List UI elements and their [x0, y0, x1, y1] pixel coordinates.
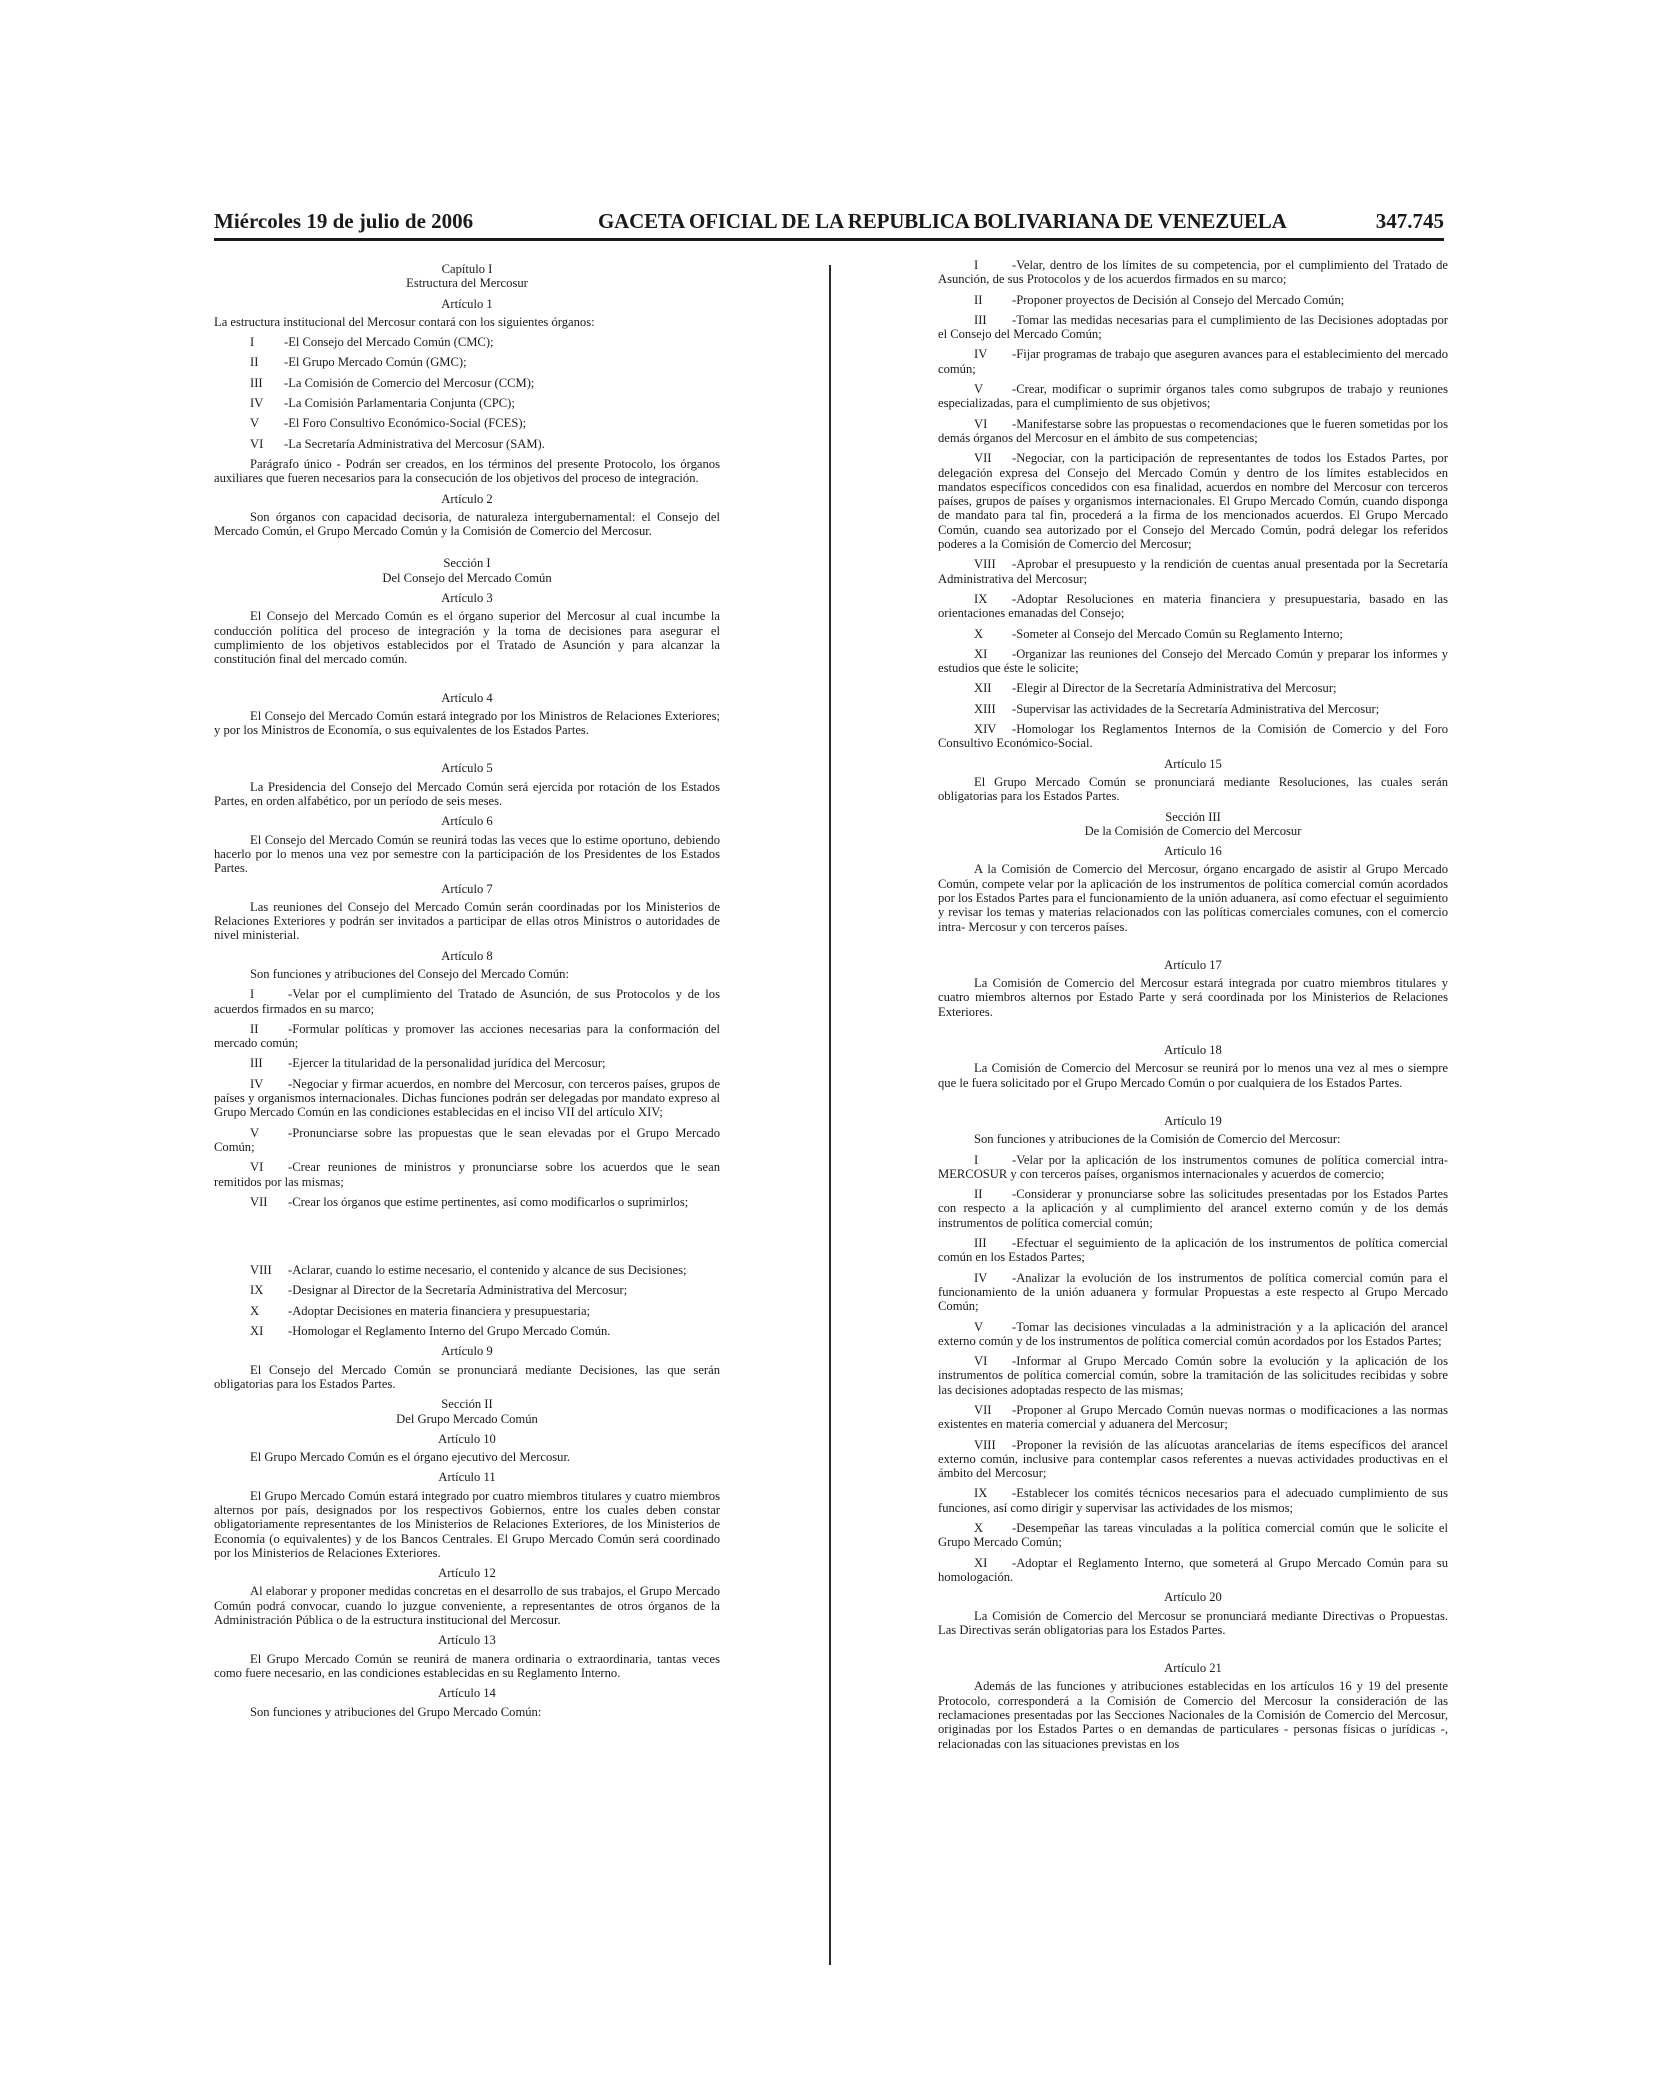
list-item-text: -Velar por la aplicación de los instrumentos comunes de política comercial intra-MERCOSUR y con terceros países, organismos internacionales y acuerdos de comercio; [938, 1152, 1448, 1181]
article-text: La estructura institucional del Mercosur contará con los siguientes órganos: [214, 314, 595, 329]
list-item-text: -El Consejo del Mercado Común (CMC); [284, 335, 494, 350]
list-item [938, 647, 1448, 676]
list-item-number: IV [250, 1076, 264, 1091]
list-item [214, 335, 720, 349]
list-item [214, 396, 720, 410]
article-heading: Artículo 19 [1164, 1113, 1222, 1128]
list-item-number: VIII [250, 1263, 272, 1278]
list-item-text: -Tomar las medidas necesarias para el cumplimiento de las Decisiones adoptadas por el Consejo del Mercado Común; [938, 312, 1448, 342]
list-item-text: -Proponer la revisión de las alícuotas arancelarias de ítems específicos del arancel externo común, inclusive para contemplar casos referentes a nuevas actividades productivas en el ámbito del Mercosur; [938, 1437, 1448, 1481]
list-item-text: -Aprobar el presupuesto y la rendición de cuentas anual presentada por la Secretaría Administrativa del Mercosur; [938, 557, 1448, 586]
header-date: Miércoles 19 de julio de 2006 [214, 209, 474, 233]
article-heading: Artículo 2 [441, 491, 493, 506]
list-item-text: -Velar, dentro de los límites de su competencia, por el cumplimiento del Tratado de Asunción, de sus Protocolos y de los acuerdos firmados en su marco; [938, 258, 1448, 287]
list-item [214, 1022, 720, 1051]
list-item-number: V [974, 382, 984, 397]
article-heading: Artículo 14 [438, 1686, 496, 1701]
list-item-text: -Negociar, con la participación de representantes de todos los Estados Partes, por delegación expresa del Consejo del Mercado Común y dentro de los límites establecidos en mandatos específicos concedidos con esa finalidad, acuerdos en nombre del Mercosur con terceros países, grupos de países y organismos internacionales. El Grupo Mercado Común, cuando disponga de mandato para tal fin, procederá a la firma de los mencionados acuerdos. El Grupo Mercado Común, cuando sea autorizado por el Consejo del Mercado Común, podrá delegar los referidos poderes a la Comisión de Comercio del Mercosur; [938, 451, 1448, 552]
list-item-number: III [974, 1236, 987, 1251]
list-item-text: -Proponer proyectos de Decisión al Consejo del Mercado Común; [1012, 292, 1345, 307]
list-item-number: IV [974, 1270, 988, 1285]
list-item [938, 1403, 1448, 1432]
article-heading: Artículo 10 [438, 1431, 496, 1446]
article-heading: Artículo 17 [1164, 957, 1222, 972]
header-page-number: 347.745 [1375, 209, 1444, 233]
article-heading: Artículo 4 [441, 690, 493, 705]
list-item-text: -Establecer los comités técnicos necesarios para el adecuado cumplimiento de sus funciones, así como dirigir y supervisar las actividades de los mismos; [938, 1486, 1448, 1515]
article-text: Las reuniones del Consejo del Mercado Común serán coordinadas por los Ministerios de Relaciones Exteriores y podrán ser invitados a participar de ellas otros Ministros o autoridades de nivel ministerial. [214, 899, 720, 943]
list-item-text: -Manifestarse sobre las propuestas o recomendaciones que le fueren sometidas por los demás órganos del Mercosur en el ámbito de sus competencias; [938, 416, 1448, 445]
list-item-number: I [250, 987, 255, 1002]
list-item-number: XI [974, 1555, 988, 1570]
list-item [214, 1263, 720, 1277]
list-item-number: VII [250, 1194, 268, 1209]
article-heading: Artículo 8 [441, 948, 493, 963]
list-item-number: III [250, 1056, 263, 1071]
left-column [214, 262, 720, 1725]
list-item [938, 592, 1448, 621]
list-item-text: -Someter al Consejo del Mercado Común su Reglamento Interno; [1012, 626, 1343, 641]
list-item-text: -Designar al Director de la Secretaría Administrativa del Mercosur; [288, 1283, 628, 1298]
list-item-text: -Velar por el cumplimiento del Tratado de Asunción, de sus Protocolos y de los acuerdos firmados en su marco; [214, 987, 720, 1016]
list-item [938, 681, 1448, 695]
list-item-number: VII [974, 1403, 992, 1417]
list-item-text: -El Grupo Mercado Común (GMC); [284, 355, 467, 370]
article-text: El Consejo del Mercado Común estará integrado por los Ministros de Relaciones Exteriores; y por los Ministros de Economía, o sus equivalentes de los Estados Partes. [214, 708, 720, 738]
article-text: El Grupo Mercado Común se pronunciará mediante Resoluciones, las cuales serán obligatorias para los Estados Partes. [938, 774, 1448, 804]
list-item-text: -Formular políticas y promover las acciones necesarias para la conformación del mercado común; [214, 1021, 720, 1051]
list-item-number: IX [974, 1486, 988, 1501]
list-item [938, 627, 1448, 641]
list-item [938, 1236, 1448, 1265]
list-item-text: -Proponer al Grupo Mercado Común nuevas normas o modificaciones a las normas existentes en materia comercial y aduanera del Mercosur; [938, 1403, 1448, 1432]
list-item [214, 1304, 720, 1318]
list-item-number: X [250, 1303, 260, 1318]
section-title: Sección II [441, 1397, 493, 1412]
list-item-text: -Pronunciarse sobre las propuestas que le sean elevadas por el Grupo Mercado Común; [214, 1125, 720, 1154]
article-text: La Comisión de Comercio del Mercosur se reunirá por lo menos una vez al mes o siempre que le fuera solicitado por el Grupo Mercado Común o por cualquiera de los Estados Partes. [938, 1061, 1448, 1090]
list-item-text: -Crear los órganos que estime pertinentes, así como modificarlos o suprimirlos; [288, 1194, 689, 1209]
article-heading: Artículo 3 [441, 591, 493, 606]
list-item-text: -Adoptar el Reglamento Interno, que someterá al Grupo Mercado Común para su homologación. [938, 1555, 1448, 1584]
list-item-number: I [250, 335, 255, 350]
list-item-number: VIII [974, 1437, 996, 1452]
right-column [938, 258, 1448, 1757]
list-item-text: -Crear reuniones de ministros y pronunciarse sobre los acuerdos que le sean remitidos por las mismas; [214, 1160, 720, 1189]
column-divider [829, 265, 831, 1965]
article-text: El Consejo del Mercado Común se reunirá todas las veces que lo estime oportuno, debiendo hacerlo por lo menos una vez por semestre con la participación de los Presidentes de los Estados Partes. [214, 832, 720, 876]
list-item-text: -Adoptar Resoluciones en materia financiera y presupuestaria, basado en las orientaciones emanadas del Consejo; [938, 591, 1448, 621]
article-heading: Artículo 21 [1164, 1661, 1222, 1676]
chapter-subtitle: Estructura del Mercosur [406, 276, 528, 291]
list-item-number: II [250, 1021, 259, 1036]
list-item [938, 1354, 1448, 1397]
list-item-number: V [974, 1319, 984, 1334]
article-text: Son funciones y atribuciones de la Comisión de Comercio del Mercosur: [974, 1132, 1341, 1147]
list-item-number: IX [974, 591, 988, 606]
list-item [938, 347, 1448, 376]
article-heading: Artículo 20 [1164, 1590, 1222, 1605]
article-text: El Grupo Mercado Común estará integrado por cuatro miembros titulares y cuatro miembros alternos por país, designados por los respectivos Gobiernos, entre los cuales deben constar obligatoriamente representantes de los Ministerios de Relaciones Exteriores, de los Ministerios de Economía (o equivalentes) y de los Bancos Centrales. El Grupo Mercado Común será coordinado por los Ministerios de Relaciones Exteriores. [214, 1488, 720, 1560]
list-item-number: IV [974, 347, 988, 362]
list-item-text: -Informar al Grupo Mercado Común sobre la evolución y la aplicación de los instrumentos de política comercial común, sobre la tramitación de las solicitudes recibidas y sobre las decisiones adoptadas respecto de las mismas; [938, 1354, 1448, 1397]
list-item-text: -Organizar las reuniones del Consejo del Mercado Común y preparar los informes y estudios que éste le solicite; [938, 646, 1448, 676]
list-item [214, 1283, 720, 1297]
list-item-text: -Homologar el Reglamento Interno del Grupo Mercado Común. [288, 1324, 611, 1339]
list-item [214, 416, 720, 430]
list-item-number: III [250, 375, 263, 390]
list-item-number: IV [250, 396, 264, 411]
list-item-number: V [250, 1125, 260, 1140]
list-item-number: VI [250, 1160, 264, 1175]
article-text: Además de las funciones y atribuciones establecidas en los artículos 16 y 19 del presente Protocolo, corresponderá a la Comisión de Comercio del Mercosur la consideración de las reclamaciones presentadas por las Secciones Nacionales de la Comisión de Comercio del Mercosur, originadas por los Estados Partes o en demandas de particulares - personas físicas o jurídicas -, relacionadas con las situaciones previstas en los [938, 1679, 1448, 1751]
list-item-number: X [974, 626, 984, 641]
list-item [938, 293, 1448, 307]
list-item-number: II [974, 1187, 983, 1202]
article-text: La Comisión de Comercio del Mercosur se pronunciará mediante Directivas o Propuestas. Las Directivas serán obligatorias para los Estados Partes. [938, 1608, 1448, 1637]
article-text: Parágrafo único - Podrán ser creados, en los términos del presente Protocolo, los órganos auxiliares que fueren necesarios para la consecución de los objetivos del proceso de integración. [214, 456, 720, 486]
article-heading: Artículo 15 [1164, 756, 1222, 771]
list-item [938, 557, 1448, 586]
list-item-number: VI [974, 416, 988, 431]
article-text: El Consejo del Mercado Común es el órgano superior del Mercosur al cual incumbe la conducción política del proceso de integración y la toma de decisiones para asegurar el cumplimiento de los objetivos establecidos por el Tratado de Asunción y para alcanzar la constitución final del mercado común. [214, 609, 720, 667]
list-item-number: X [974, 1521, 984, 1536]
article-14-list [938, 258, 1448, 751]
list-item-text: -Efectuar el seguimiento de la aplicación de los instrumentos de política comercial común en los Estados Partes; [938, 1236, 1448, 1265]
article-heading: Artículo 6 [441, 814, 493, 829]
article-heading: Artículo 13 [438, 1633, 496, 1648]
list-item [938, 1521, 1448, 1550]
list-item [214, 437, 720, 451]
list-item [938, 702, 1448, 716]
list-item [938, 417, 1448, 446]
list-item-text: -Analizar la evolución de los instrumentos de política comercial común para el funcionamiento de la unión aduanera y formular Propuestas a este respecto al Grupo Mercado Común; [938, 1270, 1448, 1314]
list-item-number: XIII [974, 701, 996, 716]
list-item [938, 382, 1448, 411]
list-item-number: I [974, 1152, 979, 1167]
list-item [214, 1324, 720, 1338]
list-item-text: -La Comisión de Comercio del Mercosur (CCM); [284, 375, 535, 390]
list-item [938, 1556, 1448, 1585]
list-item-text: -Supervisar las actividades de la Secretaría Administrativa del Mercosur; [1012, 701, 1380, 716]
article-heading: Artículo 16 [1164, 844, 1222, 859]
list-item-text: -Crear, modificar o suprimir órganos tales como subgrupos de trabajo y reuniones especializadas, para el cumplimiento de sus objetivos; [938, 382, 1448, 411]
article-text: Al elaborar y proponer medidas concretas en el desarrollo de sus trabajos, el Grupo Mercado Común podrá convocar, cuando lo juzgue conveniente, a representantes de otros órganos de la Administración Pública o de la estructura institucional del Mercosur. [214, 1584, 720, 1628]
list-item-text: -Tomar las decisiones vinculadas a la administración y a la aplicación del arancel externo común y de los instrumentos de política comercial común acordados por los Estados Partes; [938, 1319, 1448, 1348]
list-item-text: -Negociar y firmar acuerdos, en nombre del Mercosur, con terceros países, grupos de países y organismos internacionales. Dichas funciones podrán ser delegadas por mandato expreso al Grupo Mercado Común en las condiciones establecidas en el inciso VII del artículo XIV; [214, 1076, 720, 1120]
list-item [214, 1126, 720, 1155]
list-item [214, 376, 720, 390]
list-item [938, 1153, 1448, 1182]
list-item [214, 1160, 720, 1189]
section-title: Sección III [1165, 809, 1221, 824]
list-item-text: -Desempeñar las tareas vinculadas a la política comercial común que le solicite el Grupo Mercado Común; [938, 1521, 1448, 1550]
list-item-text: -Homologar los Reglamentos Internos de la Comisión de Comercio y del Foro Consultivo Económico-Social. [938, 722, 1448, 751]
header-publication-title: GACETA OFICIAL DE LA REPUBLICA BOLIVARIANA DE VENEZUELA [598, 209, 1287, 233]
article-heading: Artículo 9 [441, 1344, 493, 1359]
list-item-text: -La Secretaría Administrativa del Mercosur (SAM). [284, 436, 545, 451]
list-item [214, 1077, 720, 1120]
list-item-number: I [974, 258, 979, 272]
list-item-number: II [250, 355, 259, 370]
section-subtitle: Del Consejo del Mercado Común [382, 570, 552, 585]
chapter-title: Capítulo I [441, 262, 493, 276]
list-item-text: -Aclarar, cuando lo estime necesario, el contenido y alcance de sus Decisiones; [288, 1263, 687, 1278]
list-item [938, 1438, 1448, 1481]
list-item-number: VI [250, 436, 264, 451]
list-item-text: -Elegir al Director de la Secretaría Administrativa del Mercosur; [1012, 681, 1337, 696]
list-item-number: IX [250, 1283, 264, 1298]
list-item-number: V [250, 416, 260, 431]
list-item [214, 1056, 720, 1070]
list-item [938, 1320, 1448, 1349]
article-text: Son órganos con capacidad decisoria, de naturaleza intergubernamental: el Consejo del Mercado Común, el Grupo Mercado Común y la Comisión de Comercio del Mercosur. [214, 509, 720, 539]
section-title: Sección I [443, 556, 491, 571]
article-text: La Presidencia del Consejo del Mercado Común será ejercida por rotación de los Estados Partes, en orden alfabético, por un período de seis meses. [214, 779, 720, 809]
article-8-list [214, 987, 720, 1209]
list-item-number: XI [974, 646, 988, 661]
list-item-number: XII [974, 681, 992, 696]
article-text: La Comisión de Comercio del Mercosur estará integrada por cuatro miembros titulares y cuatro miembros alternos por Estado Parte y será coordinada por los Ministerios de Relaciones Exteriores. [938, 976, 1448, 1019]
list-item-number: VII [974, 451, 992, 466]
list-item-number: II [974, 292, 983, 307]
list-item-text: -La Comisión Parlamentaria Conjunta (CPC); [284, 396, 515, 411]
list-item [214, 355, 720, 369]
list-item-number: III [974, 312, 987, 327]
article-19-list [938, 1153, 1448, 1585]
section-subtitle: Del Grupo Mercado Común [396, 1411, 538, 1426]
list-item [938, 258, 1448, 287]
article-heading: Artículo 12 [438, 1566, 496, 1581]
article-heading: Artículo 5 [441, 761, 493, 776]
article-heading: Artículo 18 [1164, 1043, 1222, 1058]
list-item-text: -Ejercer la titularidad de la personalidad jurídica del Mercosur; [288, 1056, 606, 1071]
list-item [938, 451, 1448, 551]
list-item-number: VIII [974, 557, 996, 572]
list-item-text: -Considerar y pronunciarse sobre las solicitudes presentadas por los Estados Partes con respecto a la aplicación y al cumplimiento del arancel externo común y de los demás instrumentos de política comercial común; [938, 1187, 1448, 1230]
article-text: Son funciones y atribuciones del Grupo Mercado Común: [250, 1704, 542, 1719]
article-1-list [214, 335, 720, 451]
list-item-number: XIV [974, 722, 997, 737]
list-item-text: -El Foro Consultivo Económico-Social (FCES); [284, 416, 527, 431]
article-text: El Consejo del Mercado Común se pronunciará mediante Decisiones, las que serán obligatorias para los Estados Partes. [214, 1362, 720, 1391]
article-heading: Artículo 7 [441, 881, 493, 896]
section-subtitle: De la Comisión de Comercio del Mercosur [1084, 823, 1302, 838]
article-text: El Grupo Mercado Común se reunirá de manera ordinaria o extraordinaria, tantas veces como fuere necesario, en las condiciones establecidas en su Reglamento Interno. [214, 1651, 720, 1680]
article-heading: Artículo 1 [441, 296, 493, 311]
article-text: Son funciones y atribuciones del Consejo del Mercado Común: [250, 966, 569, 981]
article-text: El Grupo Mercado Común es el órgano ejecutivo del Mercosur. [250, 1450, 571, 1465]
list-item [938, 1271, 1448, 1314]
list-item [214, 987, 720, 1016]
list-item-text: -Adoptar Decisiones en materia financiera y presupuestaria; [288, 1303, 591, 1318]
list-item [938, 1486, 1448, 1515]
list-item [938, 722, 1448, 751]
list-item [214, 1195, 720, 1209]
list-item-text: -Fijar programas de trabajo que aseguren avances para el establecimiento del mercado común; [938, 347, 1448, 376]
article-heading: Artículo 11 [438, 1470, 496, 1485]
article-text: A la Comisión de Comercio del Mercosur, órgano encargado de asistir al Grupo Mercado Común, compete velar por la aplicación de los instrumentos de política comercial común acordados por los Estados Partes para el funcionamiento de la unión aduanera, así como efectuar el seguimiento y revisar los temas y materias relacionados con las políticas comerciales comunes, con el comercio intra- Mercosur y con terceros países. [938, 862, 1448, 934]
list-item-number: XI [250, 1324, 264, 1339]
list-item-number: VI [974, 1354, 988, 1369]
page-header [214, 208, 1444, 241]
list-item [938, 313, 1448, 342]
article-8-list-continued [214, 1263, 720, 1338]
list-item [938, 1187, 1448, 1230]
